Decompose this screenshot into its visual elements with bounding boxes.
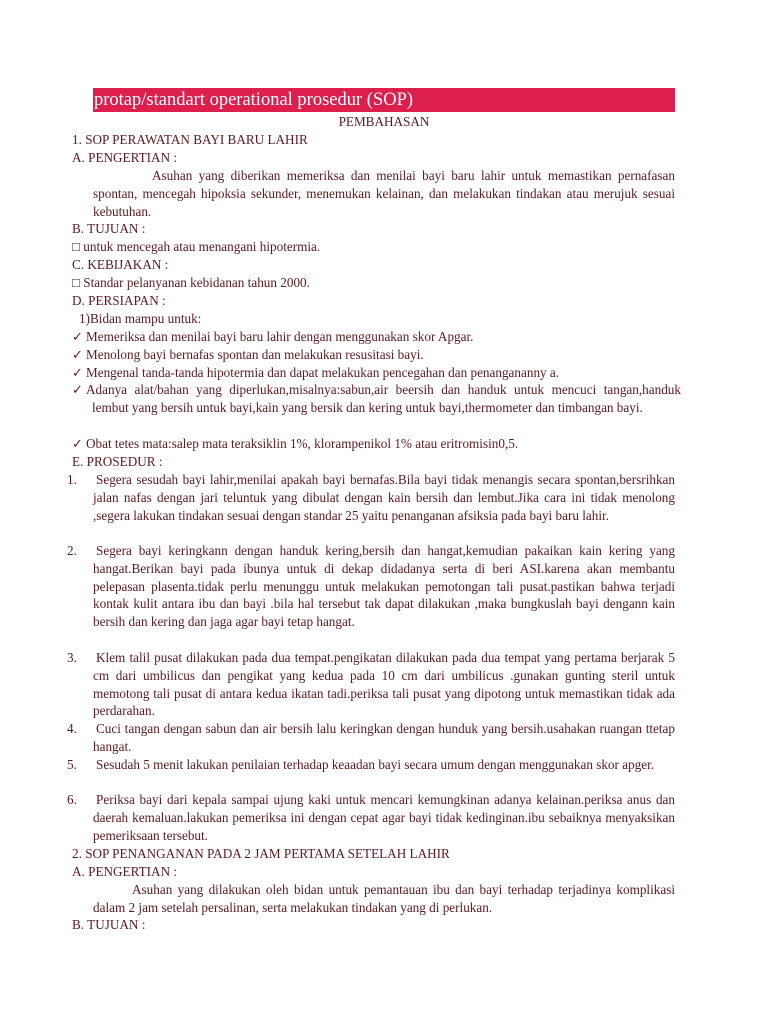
- prosedur-heading: E. PROSEDUR :: [72, 454, 163, 469]
- pengertian-heading: A. PENGERTIAN :: [72, 864, 178, 879]
- check-icon: ✓: [72, 347, 84, 362]
- prosedur-number: 1.: [67, 472, 77, 487]
- tujuan-item: □ untuk mencegah atau menangani hipotermia.: [72, 239, 321, 254]
- prosedur-number: 4.: [67, 721, 77, 736]
- check-icon: ✓: [72, 436, 84, 451]
- prosedur-item: Segera bayi keringkann dengan handuk kering,bersih dan hangat,kemudian pakaikan kain kering yang hangat.Berikan bayi pada ibunya untuk di dekap didadanya serta di beri ASI.karena akan membantu pelepasan plasenta.tidak perlu menunggu untuk melakukan pemotongan tali pusat.pastikan bahwa terjadi kontak kulit antara ibu dan bayi .bila hal tersebut tak dapat dilakukan ,maka bungkuslah bayi dengann kain bersih dan kering dan jaga agar bayi tetap hangat.: [93, 543, 675, 630]
- persiapan-item: Mengenal tanda-tanda hipotermia dan dapat melakukan pencegahan dan penangananny a.: [86, 365, 560, 380]
- tujuan-heading: B. TUJUAN :: [72, 917, 146, 932]
- prosedur-item: Sesudah 5 menit lakukan penilaian terhadap keaadan bayi secara umum dengan menggunakan skor apger.: [96, 757, 655, 772]
- document-title: protap/standart operational prosedur (SOP): [94, 90, 414, 110]
- prosedur-item: Cuci tangan dengan sabun dan air bersih lalu keringkan dengan hunduk yang bersih.usahakan ruangan ttetap hangat.: [93, 721, 675, 754]
- section-1-heading: 1. SOP PERAWATAN BAYI BARU LAHIR: [72, 132, 308, 147]
- persiapan-item: Memeriksa dan menilai bayi baru lahir dengan menggunakan skor Apgar.: [86, 329, 474, 344]
- pengertian-heading: A. PENGERTIAN :: [72, 150, 178, 165]
- persiapan-item: Adanya alat/bahan yang diperlukan,misalnya:sabun,air beersih dan handuk untuk mencuci tangan,handuk lembut yang bersih untuk bayi,kain yang bersik dan kering untuk bayi,thermometer dan timbangan bayi.: [86, 382, 681, 415]
- prosedur-item: Segera sesudah bayi lahir,menilai apakah bayi bernafas.Bila bayi tidak menangis secara spontan,bersrihkan jalan nafas dengan jari teluntuk yang dibulat dengan kain bersih dan lembut.Jika cara ini tidak menolong ,segera lakukan tindakan sesuai dengan standar 25 yaitu penanganan afsiksia pada bayi baru lahir.: [93, 472, 675, 523]
- prosedur-item: Klem talil pusat dilakukan pada dua tempat.pengikatan dilakukan pada dua tempat yang pertama berjarak 5 cm dari umbilicus dan pengikat yang kedua pada 10 cm dari umbilicus .gunakan gunting steril untuk memotong tali pusat di antara kedua ikatan tadi.periksa tali pusat yang dipotong untuk memastikan tidak ada perdarahan.: [93, 650, 675, 719]
- prosedur-number: 3.: [67, 650, 77, 665]
- pengertian-paragraph: Asuhan yang dilakukan oleh bidan untuk pemantauan ibu dan bayi terhadap terjadinya komplikasi dalam 2 jam setelah persalinan, serta melakukan tindakan yang di perlukan.: [93, 882, 675, 915]
- section-2-heading: 2. SOP PENANGANAN PADA 2 JAM PERTAMA SETELAH LAHIR: [72, 846, 450, 861]
- title-banner: [93, 88, 675, 112]
- section-subtitle: PEMBAHASAN: [338, 114, 430, 129]
- persiapan-item: Obat tetes mata:salep mata teraksiklin 1%, klorampenikol 1% atau eritromisin0,5.: [86, 436, 519, 451]
- persiapan-subheading: 1)Bidan mampu untuk:: [79, 311, 202, 326]
- persiapan-heading: D. PERSIAPAN :: [72, 293, 166, 308]
- persiapan-item: Menolong bayi bernafas spontan dan melakukan resusitasi bayi.: [86, 347, 424, 362]
- prosedur-item: Periksa bayi dari kepala sampai ujung kaki untuk mencari kemungkinan adanya kelainan.periksa anus dan daerah kemaluan.lakukan pemeriksa ini dengan cepat agar bayi tidak kedinginan.ibu sebaiknya menyaksikan pemeriksaan tersebut.: [93, 792, 675, 843]
- tujuan-heading: B. TUJUAN :: [72, 221, 146, 236]
- pengertian-paragraph: Asuhan yang diberikan memeriksa dan menilai bayi baru lahir untuk memastikan pernafasan spontan, mencegah hipoksia sekunder, menemukan kelainan, dan melakukan tindakan atau merujuk sesuai kebutuhan.: [93, 168, 675, 219]
- prosedur-number: 2.: [67, 543, 77, 558]
- prosedur-number: 5.: [67, 757, 77, 772]
- check-icon: ✓: [72, 365, 84, 380]
- check-icon: ✓: [72, 329, 84, 344]
- kebijakan-item: □ Standar pelanyanan kebidanan tahun 2000.: [72, 275, 310, 290]
- kebijakan-heading: C. KEBIJAKAN :: [72, 257, 169, 272]
- check-icon: ✓: [72, 382, 84, 397]
- prosedur-number: 6.: [67, 792, 77, 807]
